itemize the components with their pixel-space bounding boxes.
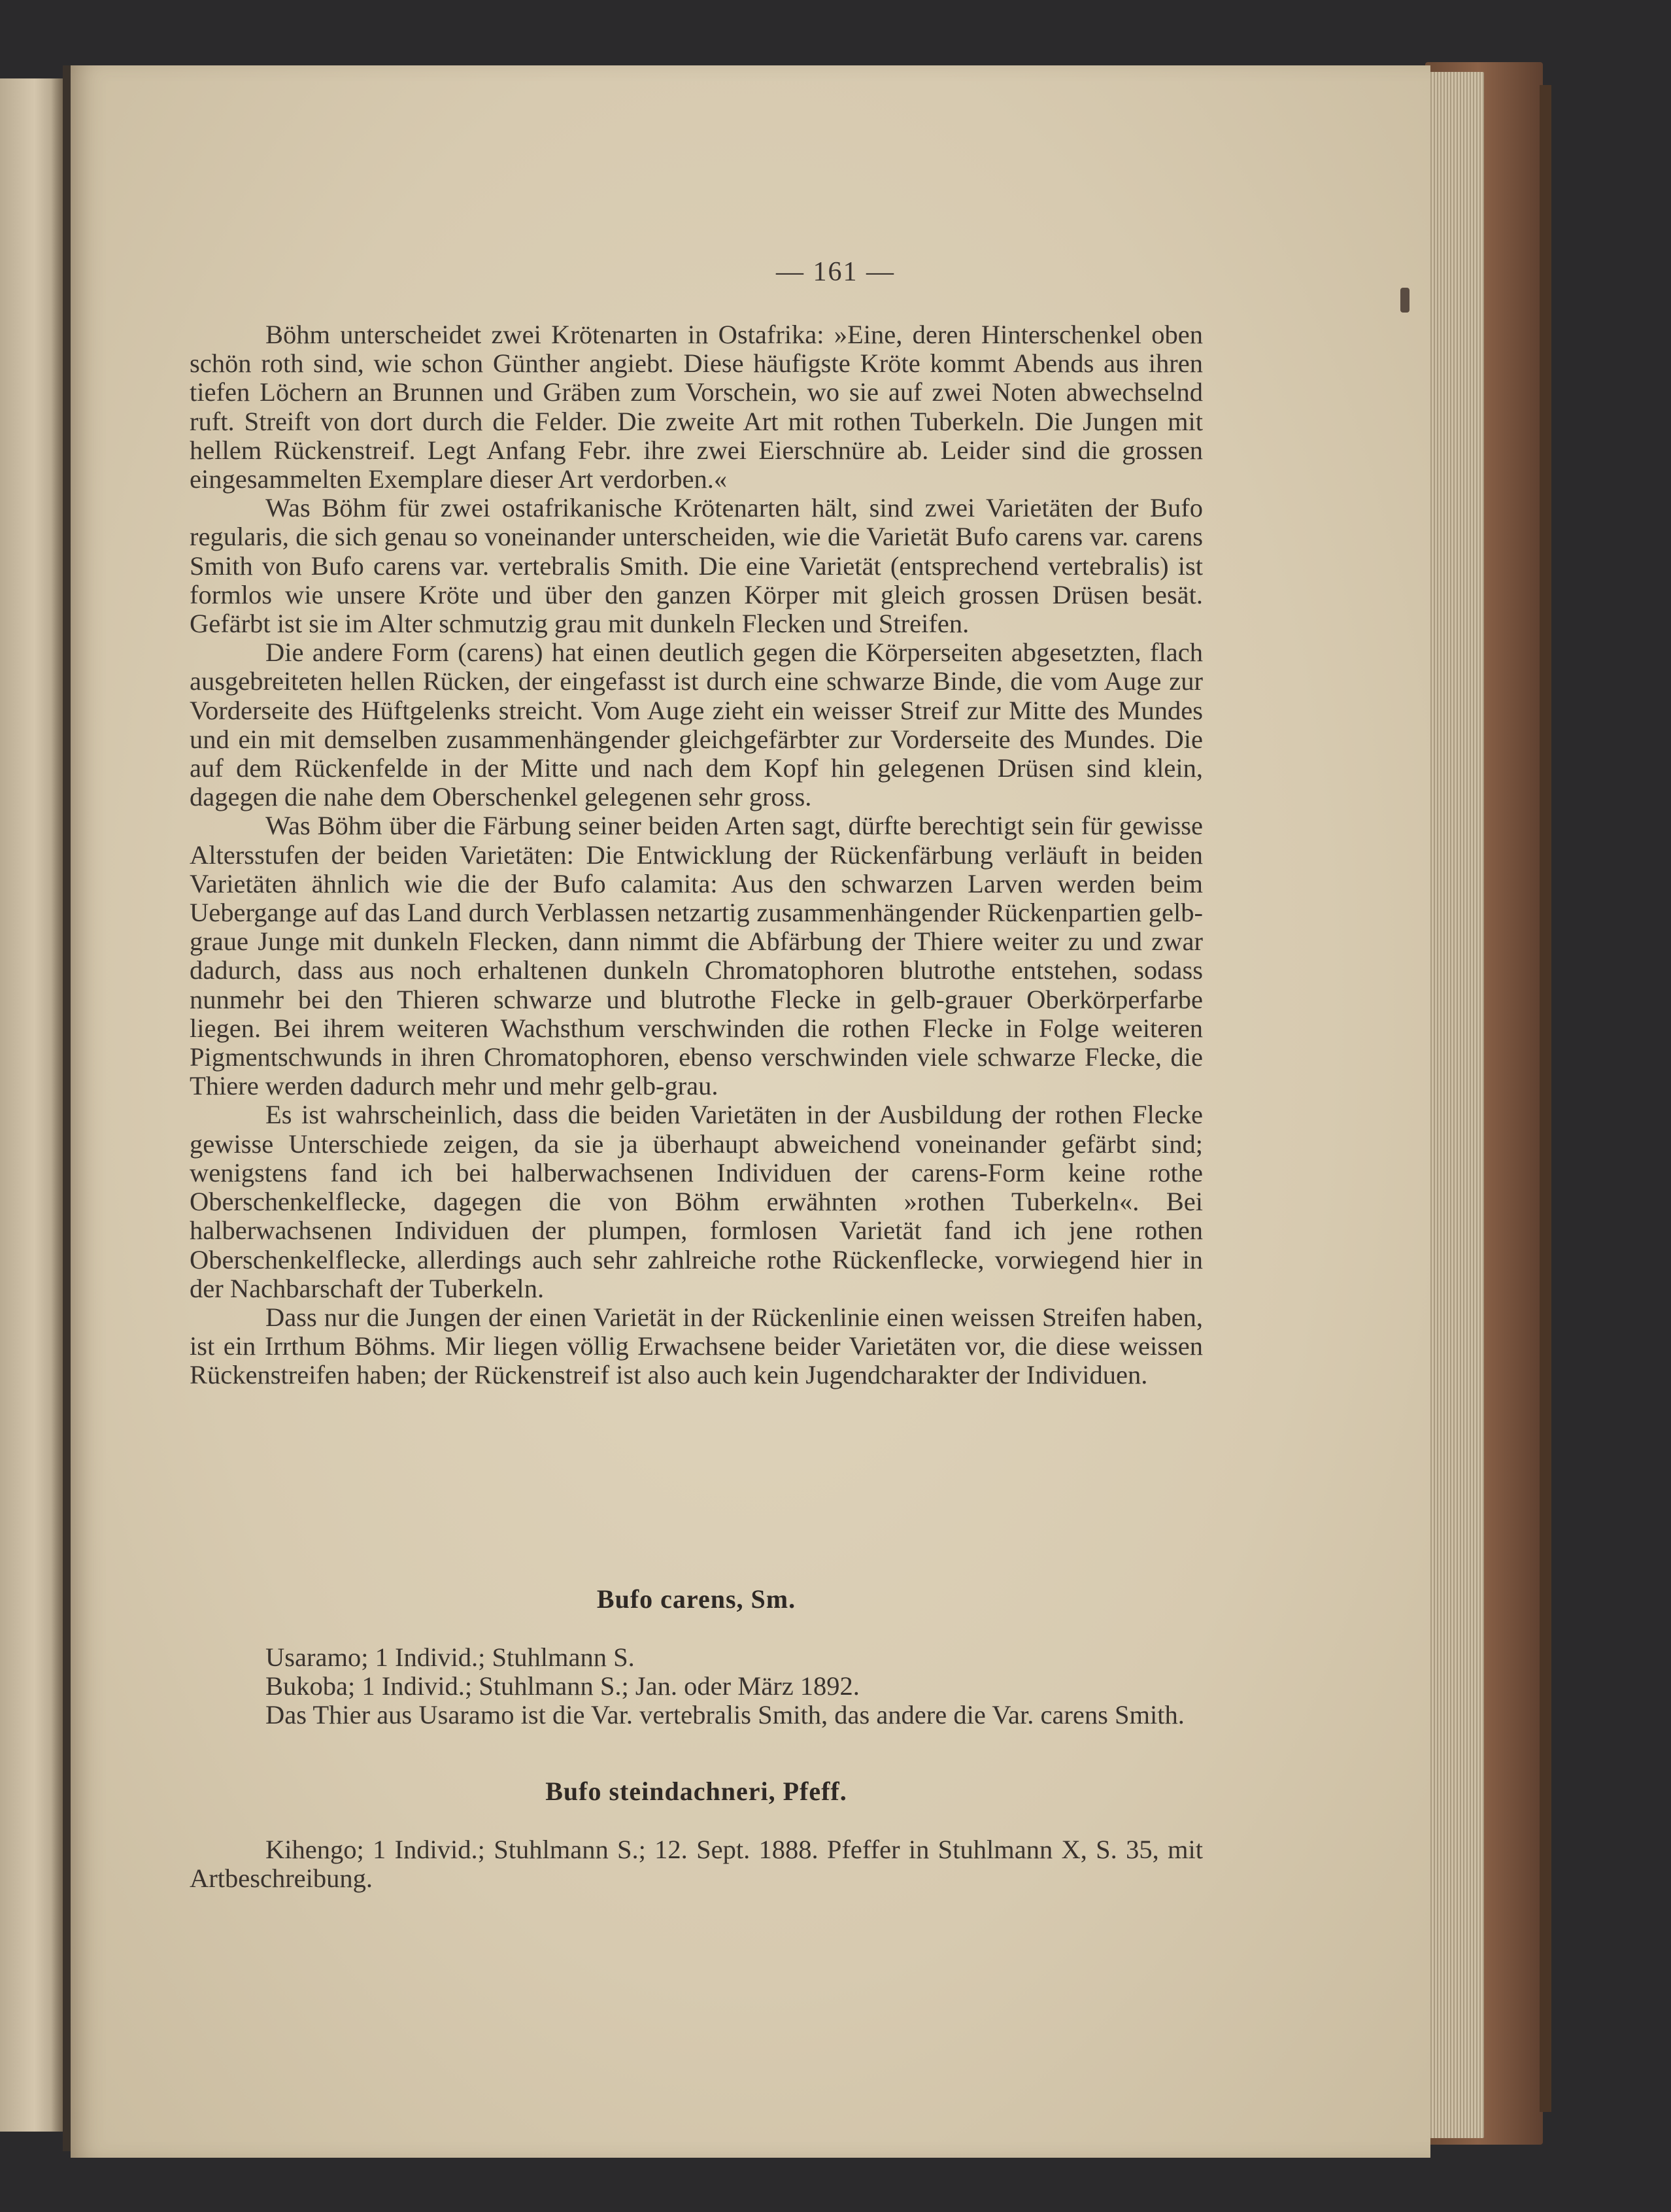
body-text bbox=[190, 320, 1203, 1390]
paragraph: Was Böhm für zwei ostafrikanische Krötenarten hält, sind zwei Varietäten der Bufo regularis, die sich genau so voneinander unterscheiden, wie die Varietät Bufo carens var. carens Smith von Bufo carens var. vertebralis Smith. Die eine Varietät (entsprechend vertebralis) ist formlos wie unsere Kröte und über den ganzen Körper mit gleich grossen Drüsen besät. Gefärbt ist sie im Alter schmutzig grau mit dunkeln Flecken und Streifen. bbox=[190, 493, 1203, 639]
species-section-bufo-steindachneri bbox=[190, 1776, 1203, 1893]
species-section-bufo-carens bbox=[190, 1584, 1203, 1729]
specimen-entry: Kihengo; 1 Individ.; Stuhlmann S.; 12. Sept. 1888. Pfeffer in Stuhlmann X, S. 35, mit Artbeschreibung. bbox=[190, 1835, 1203, 1893]
species-heading: Bufo carens, Sm. bbox=[596, 1584, 796, 1614]
left-page-edge bbox=[0, 78, 65, 2132]
paragraph: Böhm unterscheidet zwei Krötenarten in Ostafrika: »Eine, deren Hinterschenkel oben schön roth sind, wie schon Günther angiebt. Diese häufigste Kröte kommt Abends aus ihren tiefen Löchern an Brunnen und Gräben zum Vorschein, wo sie auf zwei Noten abwechselnd ruft. Streift von dort durch die Felder. Die zweite Art mit rothen Tuberkeln. Die Jungen mit hellem Rückenstreif. Legt Anfang Febr. ihre zwei Eierschnüre ab. Leider sind die grossen eingesammelten Exemplare dieser Art verdorben.« bbox=[190, 320, 1203, 494]
page-number: — 161 — bbox=[776, 257, 895, 287]
paragraph: Was Böhm über die Färbung seiner beiden Arten sagt, dürfte berechtigt sein für gewisse Altersstufen der beiden Varietäten: Die Entwicklung der Rückenfärbung verläuft in beiden Varietäten ähnlich wie die der Bufo calamita: Aus den schwarzen Larven werden beim Uebergange auf das Land durch Verblassen netzartig zusammenhängender Rückenpartien gelb-graue Junge mit dunkeln Flecken, dann nimmt die Abfärbung der Thiere weiter zu und zwar dadurch, dass aus noch erhaltenen dunkeln Chromatophoren blutrothe entstehen, sodass nunmehr bei den Thieren schwarze und blutrothe Flecke in gelb-grauer Oberkörperfarbe liegen. Bei ihrem weiteren Wachsthum verschwinden die rothen Flecke in Folge weiteren Pigmentschwunds in ihren Chromatophoren, ebenso verschwinden viele schwarze Flecke, die Thiere werden dadurch mehr und mehr gelb-grau. bbox=[190, 811, 1203, 1101]
specimen-note: Das Thier aus Usaramo ist die Var. vertebralis Smith, das andere die Var. carens Smith. bbox=[265, 1700, 1185, 1729]
specimen-entry: Usaramo; 1 Individ.; Stuhlmann S. bbox=[265, 1642, 635, 1672]
paragraph: Es ist wahrscheinlich, dass die beiden Varietäten in der Ausbildung der rothen Flecke gewisse Unterschiede zeigen, da sie ja überhaupt abweichend voneinander gefärbt sind; wenigstens fand ich bei halberwachsenen Individuen der carens-Form keine rothe Oberschenkelflecke, dagegen die von Böhm erwähnten »rothen Tuberkeln«. Bei halberwachsenen Individuen der plumpen, formlosen Varietät fand ich jene rothen Oberschenkelflecke, allerdings auch sehr zahlreiche rothe Rückenflecke, vorwiegend hier in der Nachbarschaft der Tuberkeln. bbox=[190, 1100, 1203, 1303]
book-cover-edge bbox=[1540, 85, 1551, 2112]
ink-mark bbox=[1400, 288, 1409, 313]
specimen-entry: Bukoba; 1 Individ.; Stuhlmann S.; Jan. oder März 1892. bbox=[265, 1671, 860, 1701]
paragraph: Dass nur die Jungen der einen Varietät in der Rückenlinie einen weissen Streifen haben, ist ein Irrthum Böhms. Mir liegen völlig Erwachsene beider Varietäten vor, die diese weissen Rückenstreifen haben; der Rückenstreif ist also auch kein Jugendcharakter der Individuen. bbox=[190, 1302, 1203, 1390]
species-heading: Bufo steindachneri, Pfeff. bbox=[545, 1777, 847, 1806]
paragraph: Die andere Form (carens) hat einen deutlich gegen die Körperseiten abgesetzten, flach ausgebreiteten hellen Rücken, der eingefasst ist durch eine schwarze Binde, die vom Auge zur Vorderseite des Hüftgelenks streicht. Vom Auge zieht ein weisser Streif zur Mitte des Mundes und ein mit demselben zusammenhängender gleichgefärbter zur Vorderseite des Mundes. Die auf dem Rückenfelde in der Mitte und nach dem Kopf hin gelegenen Drüsen sind klein, dagegen die nahe dem Oberschenkel gelegenen sehr gross. bbox=[190, 638, 1203, 812]
